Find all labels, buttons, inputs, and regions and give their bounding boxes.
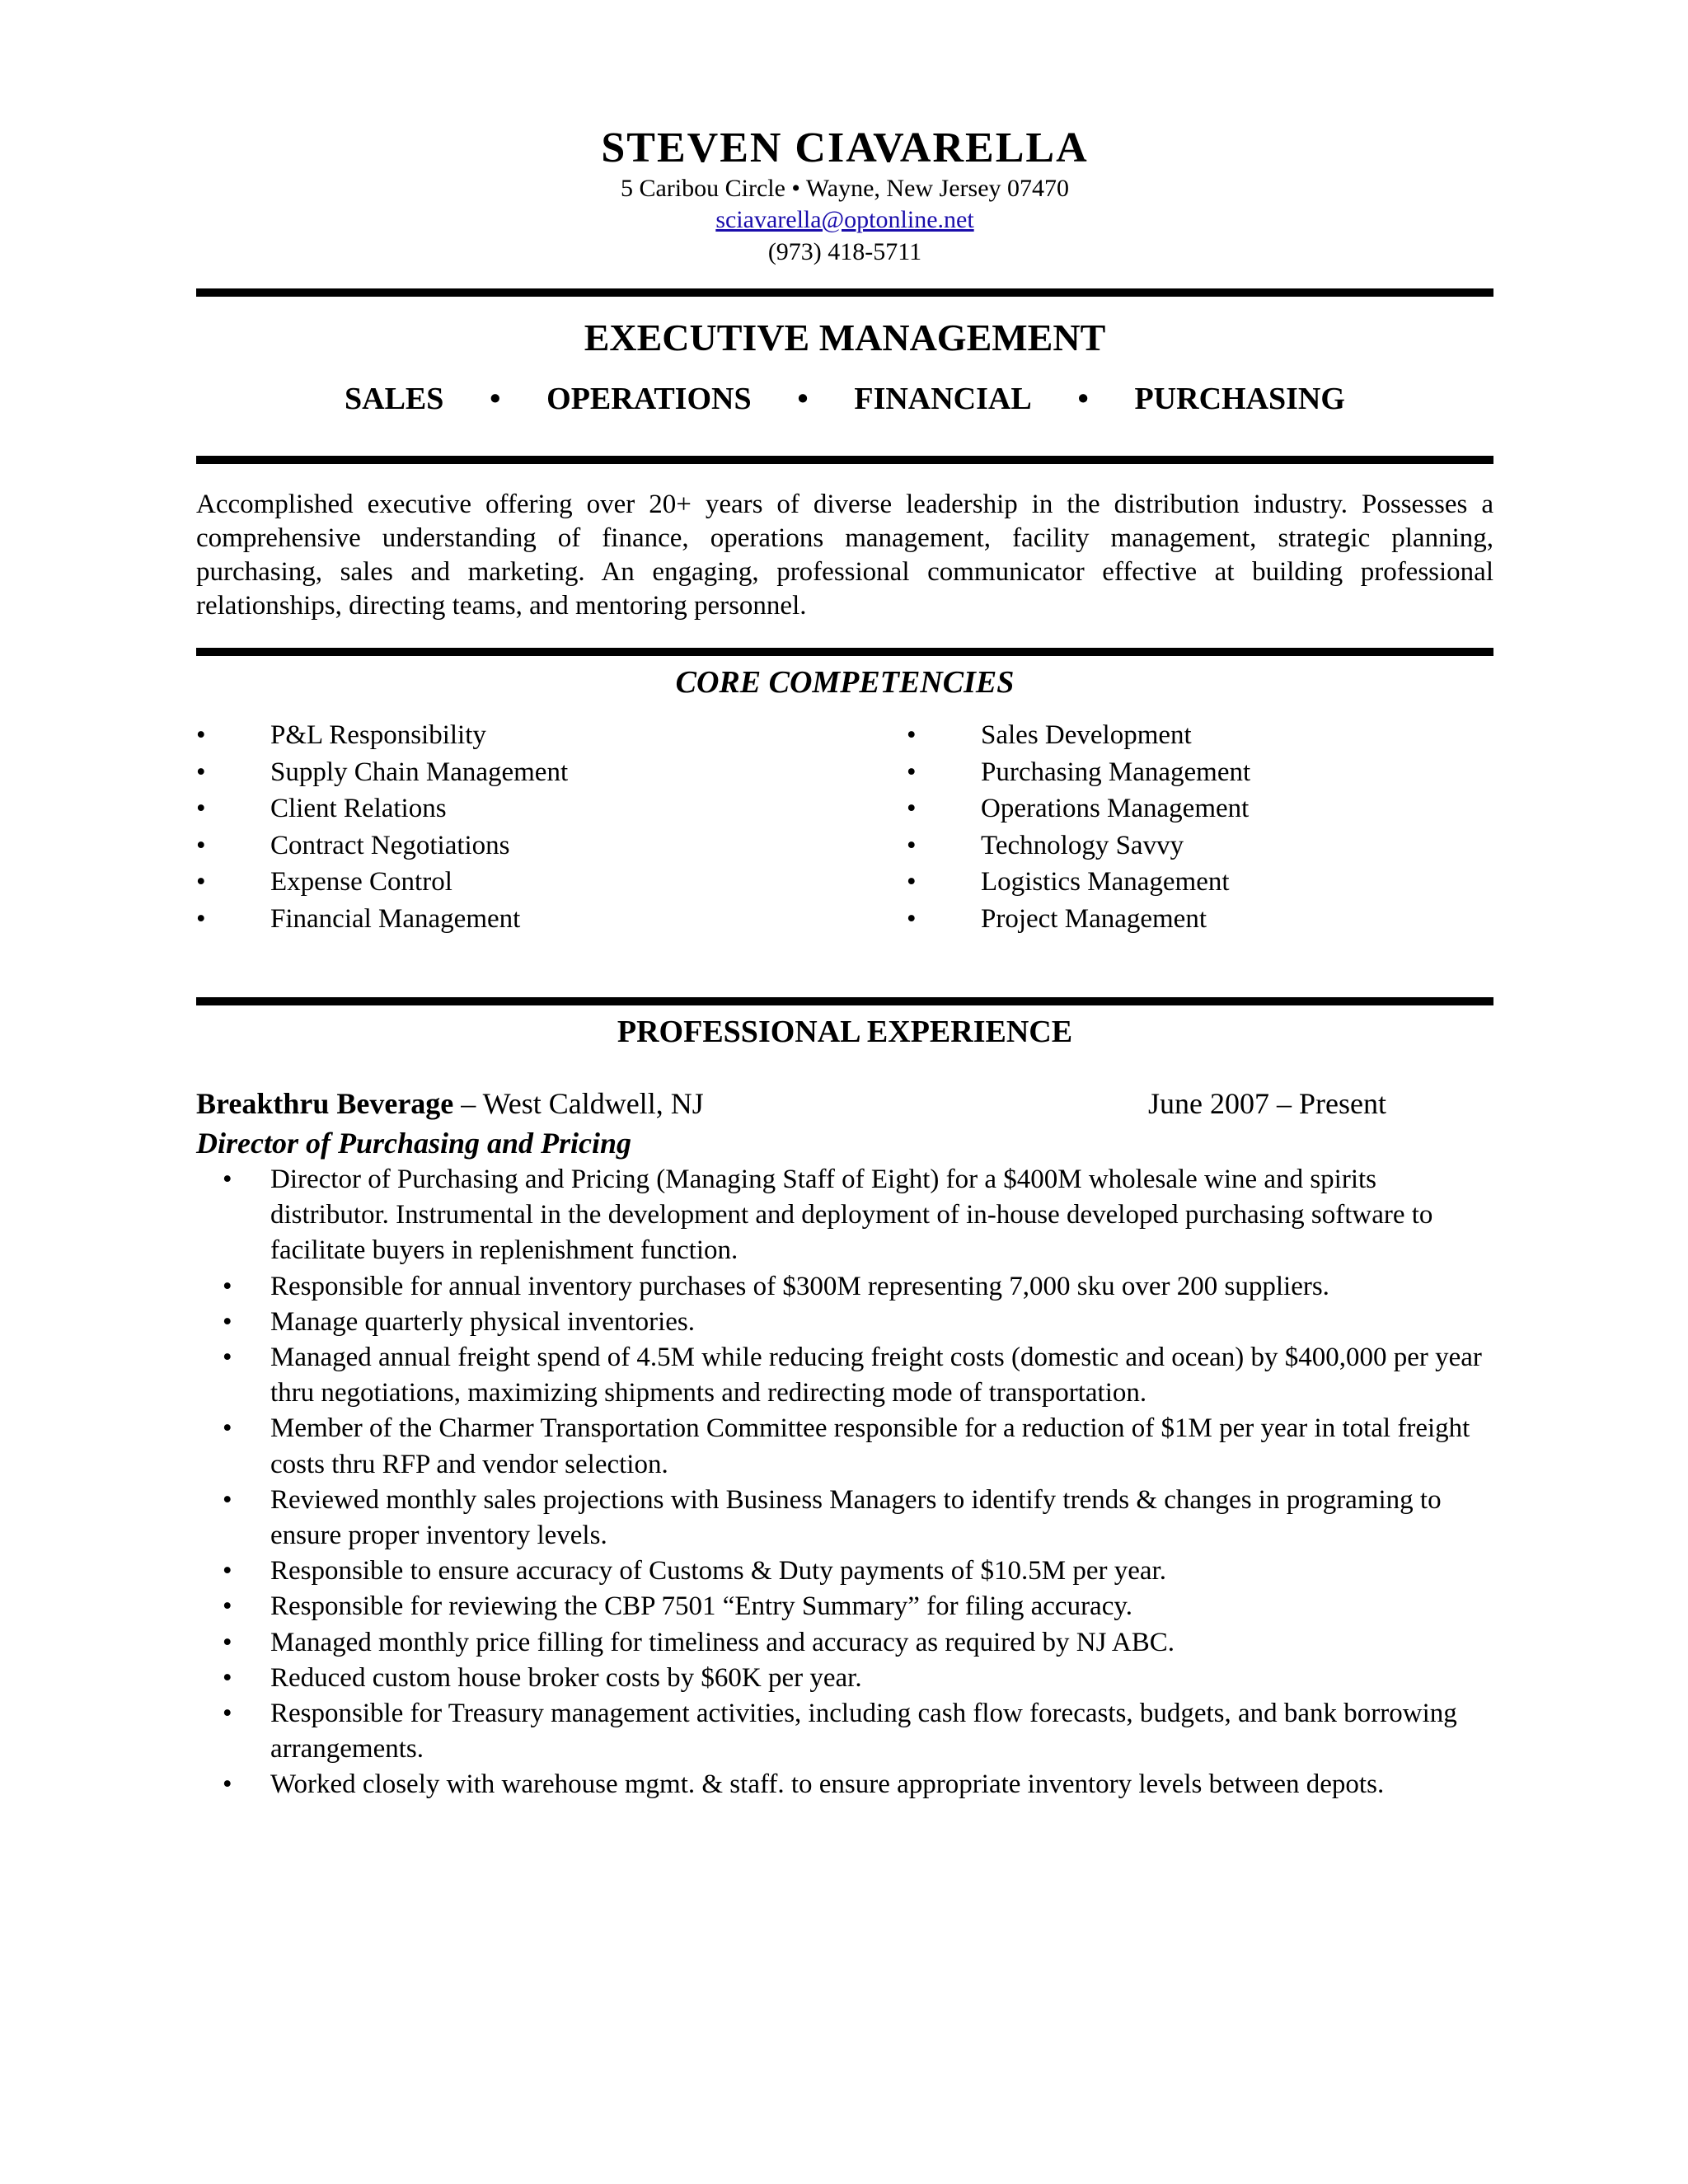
address-line: 5 Caribou Circle • Wayne, New Jersey 07470 bbox=[620, 175, 1070, 202]
section-title-professional-experience: PROFESSIONAL EXPERIENCE bbox=[617, 1015, 1073, 1049]
competency-item: • Logistics Management bbox=[907, 864, 1250, 901]
competency-item: • Sales Development bbox=[907, 717, 1250, 754]
divider-rule bbox=[196, 648, 1493, 656]
duty-item: • Director of Purchasing and Pricing (Managing Staff of Eight) for a $400M wholesale wine and spirits distributor. Instrumental in the development and deployment of in-house developed purchasing software to facilitate buyers in replenishment function. bbox=[196, 1162, 1493, 1269]
candidate-name: STEVEN CIAVARELLA bbox=[601, 124, 1089, 171]
divider-rule bbox=[196, 288, 1493, 297]
competency-item: • P&L Responsibility bbox=[196, 717, 568, 754]
duty-item: • Responsible for Treasury management activities, including cash flow forecasts, budgets, and bank borrowing arrangements. bbox=[196, 1696, 1493, 1767]
employer-name: Breakthru Beverage bbox=[196, 1087, 454, 1120]
professional-summary: Accomplished executive offering over 20+ years of diverse leadership in the distribution industry. Possesses a comprehensive understanding of finance, operations management, facility management, strategic planning, purchasing, sales and marketing. An engaging, professional communicator effective at building professional relationships, directing teams, and mentoring personnel. bbox=[196, 490, 1493, 621]
competency-item: • Project Management bbox=[907, 901, 1250, 938]
focus-area-operations: OPERATIONS bbox=[546, 382, 752, 416]
duty-item: • Manage quarterly physical inventories. bbox=[196, 1305, 1493, 1340]
bullet-separator: • bbox=[1077, 382, 1089, 416]
competency-item: • Contract Negotiations bbox=[196, 827, 568, 865]
focus-areas bbox=[345, 379, 1345, 419]
duty-item: • Managed annual freight spend of 4.5M while reducing freight costs (domestic and ocean) by $400,000 per year thru negotiations, maximizing shipments and redirecting mode of transportation. bbox=[196, 1340, 1493, 1411]
competency-item: • Expense Control bbox=[196, 864, 568, 901]
bullet-separator: • bbox=[797, 382, 809, 416]
duty-item: • Responsible to ensure accuracy of Customs & Duty payments of $10.5M per year. bbox=[196, 1554, 1493, 1589]
focus-area-purchasing: PURCHASING bbox=[1134, 382, 1345, 416]
competencies-right-list bbox=[907, 717, 1250, 938]
job-location: – West Caldwell, NJ bbox=[453, 1087, 704, 1120]
duty-item: • Managed monthly price filling for timeliness and accuracy as required by NJ ABC. bbox=[196, 1625, 1493, 1661]
competency-item: • Technology Savvy bbox=[907, 827, 1250, 865]
competency-item: • Financial Management bbox=[196, 901, 568, 938]
duty-item: • Responsible for reviewing the CBP 7501 “Entry Summary” for filing accuracy. bbox=[196, 1589, 1493, 1624]
job-duties-list bbox=[196, 1162, 1493, 1803]
bullet-separator: • bbox=[490, 382, 501, 416]
competency-item: • Client Relations bbox=[196, 790, 568, 827]
duty-item: • Member of the Charmer Transportation Committee responsible for a reduction of $1M per year in total freight costs thru RFP and vendor selection. bbox=[196, 1411, 1493, 1482]
job-title: Director of Purchasing and Pricing bbox=[196, 1127, 632, 1160]
divider-rule bbox=[196, 456, 1493, 464]
focus-area-financial: FINANCIAL bbox=[854, 382, 1032, 416]
duty-item: • Reduced custom house broker costs by $60K per year. bbox=[196, 1661, 1493, 1696]
email-link[interactable]: sciavarella@optonline.net bbox=[715, 206, 974, 233]
competency-item: • Purchasing Management bbox=[907, 754, 1250, 791]
duty-item: • Reviewed monthly sales projections with Business Managers to identify trends & changes in programing to ensure proper inventory levels. bbox=[196, 1483, 1493, 1554]
job-dates: June 2007 – Present bbox=[1148, 1087, 1386, 1120]
phone-number: (973) 418-5711 bbox=[767, 238, 922, 265]
divider-rule bbox=[196, 997, 1493, 1005]
job-header bbox=[196, 1085, 1493, 1122]
competency-item: • Supply Chain Management bbox=[196, 754, 568, 791]
section-title-core-competencies: CORE COMPETENCIES bbox=[675, 665, 1015, 700]
competency-item: • Operations Management bbox=[907, 790, 1250, 827]
duty-item: • Responsible for annual inventory purchases of $300M representing 7,000 sku over 200 suppliers. bbox=[196, 1269, 1493, 1305]
focus-area-sales: SALES bbox=[345, 382, 444, 416]
headline-title: EXECUTIVE MANAGEMENT bbox=[584, 316, 1106, 359]
duty-item: • Worked closely with warehouse mgmt. & staff. to ensure appropriate inventory levels between depots. bbox=[196, 1767, 1493, 1802]
competencies-left-list bbox=[196, 717, 568, 938]
